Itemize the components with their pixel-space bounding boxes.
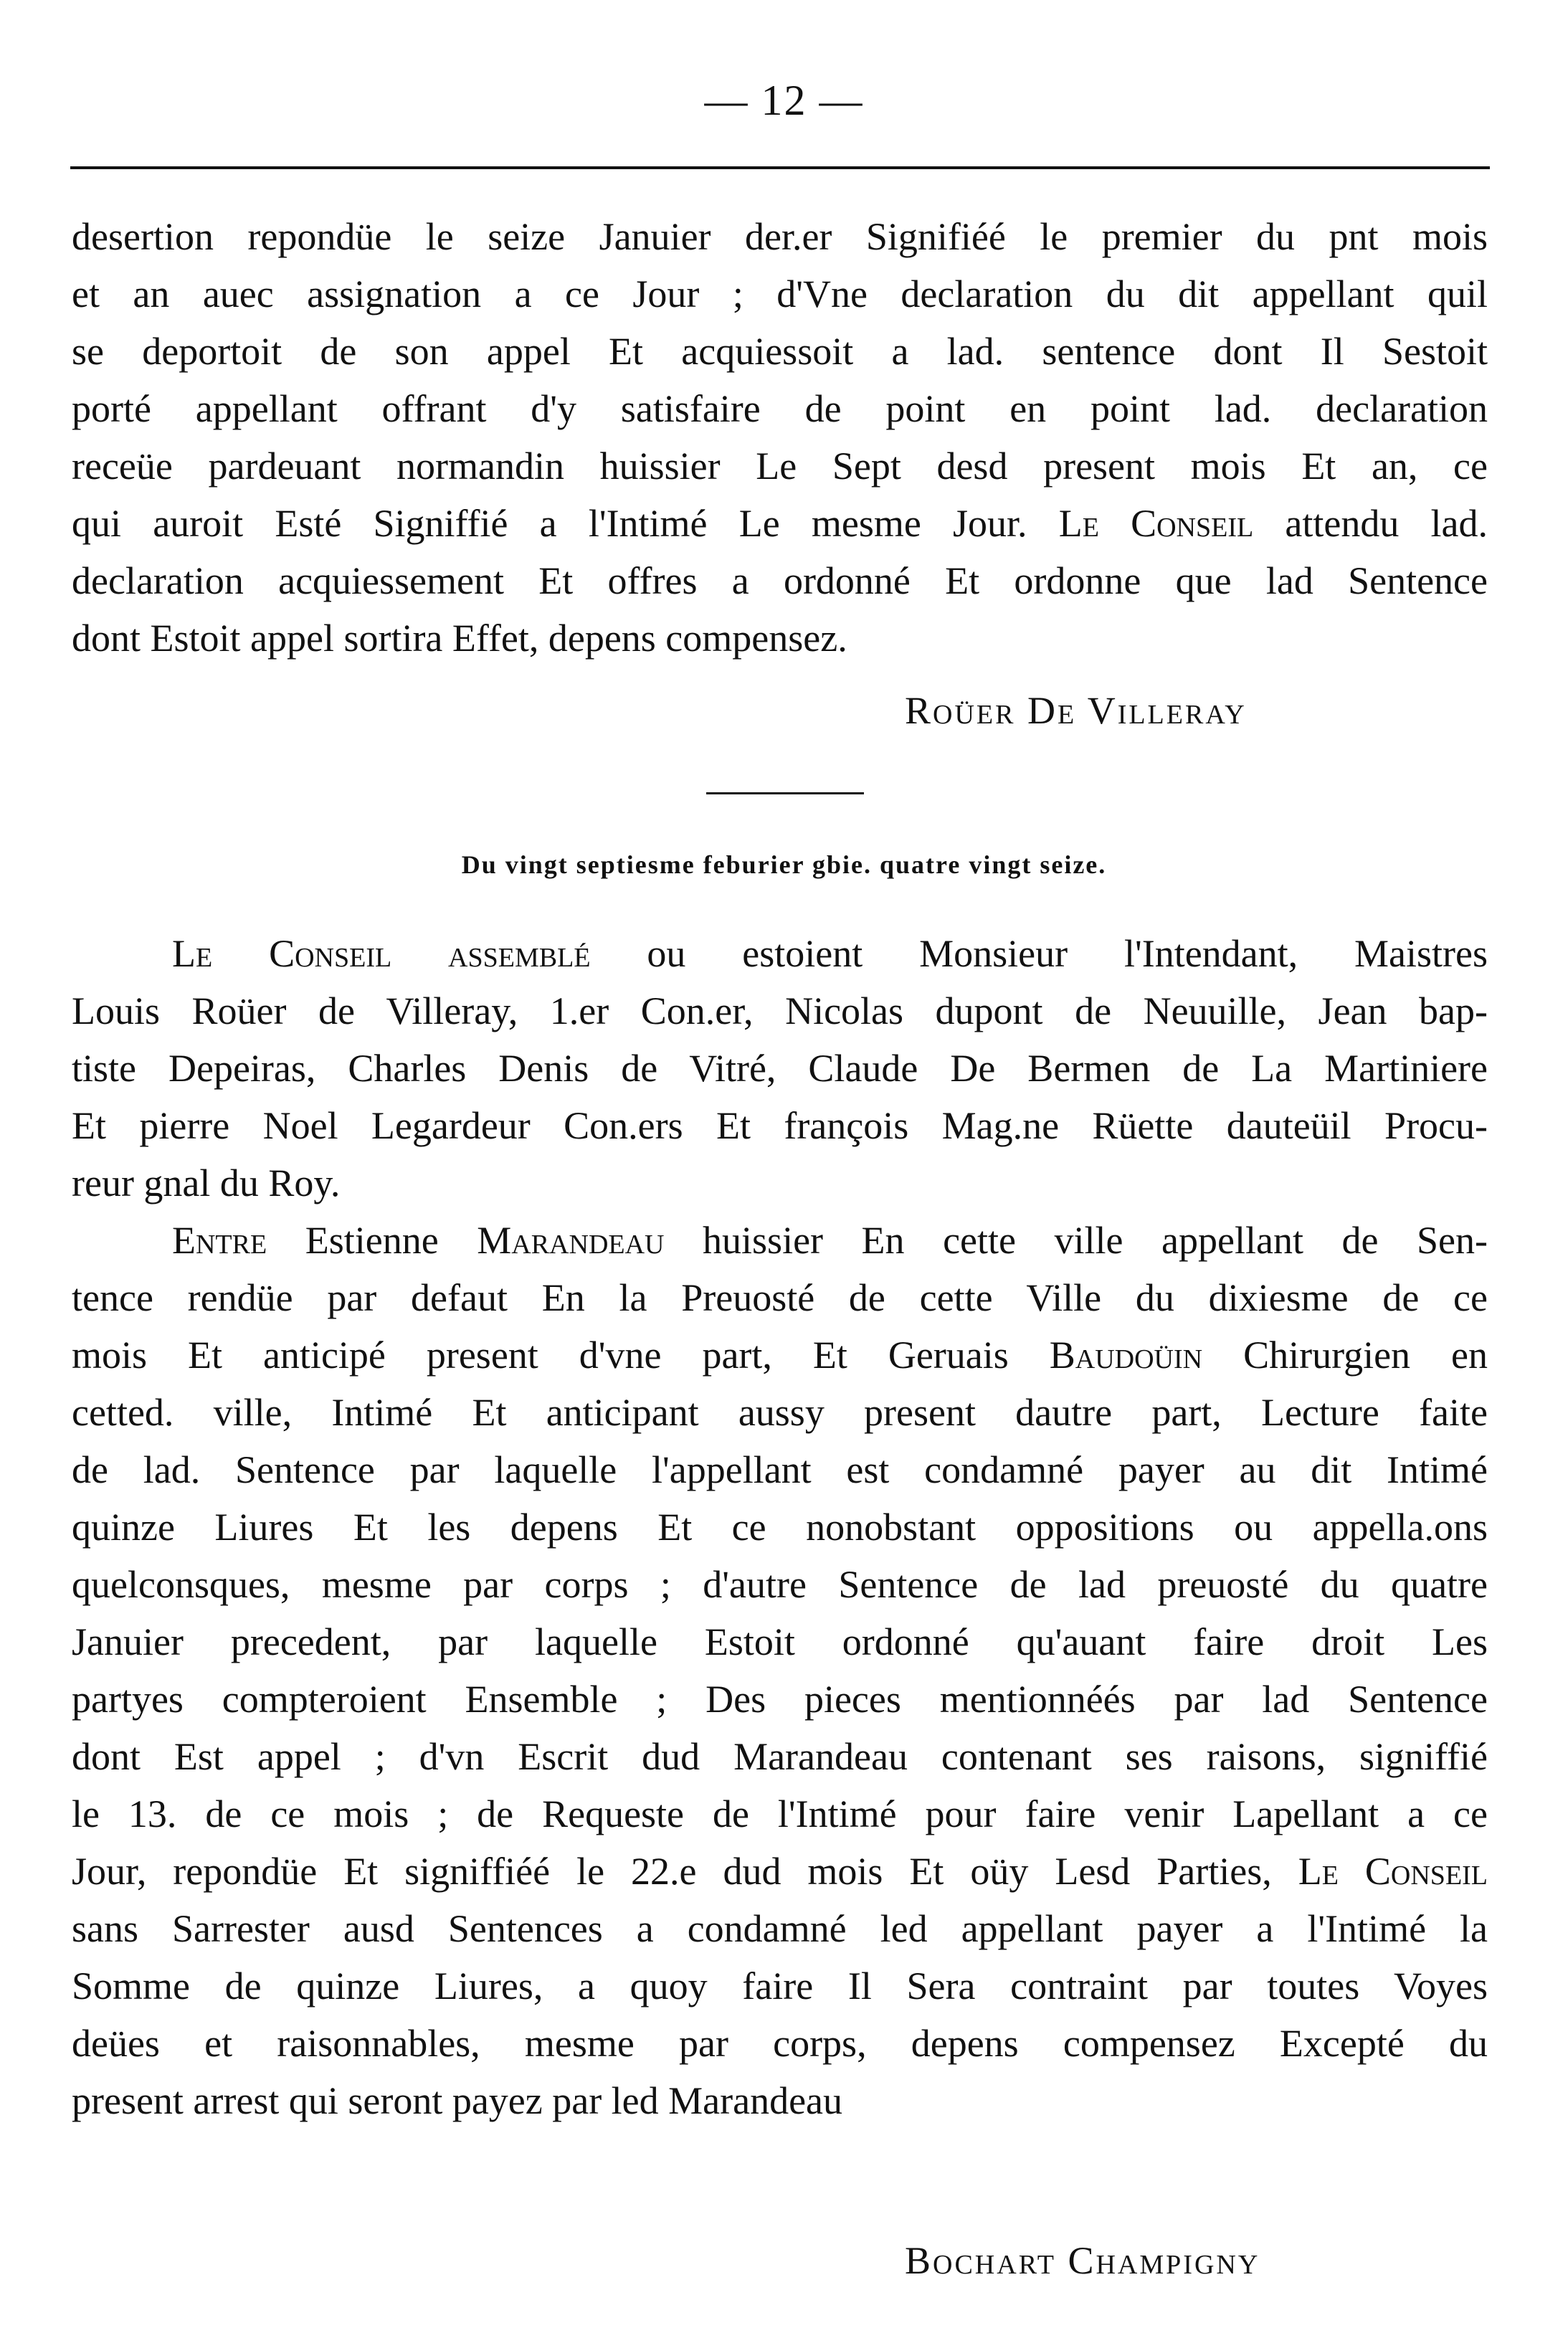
- text-line: cetted. ville, Intimé Et anticipant aussy present dautre part, Lecture faite: [72, 1391, 1488, 1434]
- text-segment: attendu lad.: [1285, 502, 1488, 545]
- signature-champigny: Bochart Champigny: [905, 2239, 1260, 2282]
- le-conseil-assemble-label: Le Conseil assemblé: [172, 932, 591, 975]
- text-line: declaration acquiessement Et offres a ordonné Et ordonne que lad Sentence: [72, 559, 1488, 602]
- text-segment: Jour, repondüe Et signiffiéé le 22.e dud mois Et oüy Lesd Parties,: [72, 1850, 1272, 1893]
- text-line: [72, 495, 1488, 552]
- text-line: quinze Liures Et les depens Et ce nonobstant oppositions ou appella.ons: [72, 1506, 1488, 1549]
- text-line: [72, 1212, 1488, 1269]
- text-segment: ou estoient Monsieur l'Intendant, Maistres: [647, 932, 1488, 975]
- text-line: de lad. Sentence par laquelle l'appellant est condamné payer au dit Intimé: [72, 1448, 1488, 1491]
- text-line: tence rendüe par defaut En la Preuosté de cette Ville du dixiesme de ce: [72, 1276, 1488, 1319]
- text-line: reur gnal du Roy.: [72, 1161, 341, 1204]
- date-heading: Du vingt septiesme feburier gbie. quatre vingt seize.: [461, 850, 1107, 879]
- text-segment: Estienne: [305, 1219, 439, 1262]
- text-segment: Chirurgien en: [1243, 1334, 1488, 1377]
- page-number: — 12 —: [704, 77, 864, 124]
- le-conseil-label: Le Conseil: [1058, 502, 1254, 545]
- text-line: receüe pardeuant normandin huissier Le Sept desd present mois Et an, ce: [72, 445, 1488, 488]
- text-line: et an auec assignation a ce Jour ; d'Vne declaration du dit appellant quil: [72, 272, 1488, 315]
- text-line: [72, 1843, 1488, 1900]
- text-segment: mois Et anticipé present d'vne part, Et Geruais: [72, 1334, 1009, 1377]
- le-conseil-label: Le Conseil: [1298, 1850, 1488, 1893]
- signature-villeray: Roüer De Villeray: [905, 689, 1247, 732]
- text-line: dont Est appel ; d'vn Escrit dud Marandeau contenant ses raisons, signiffié: [72, 1735, 1488, 1778]
- text-line: [72, 1326, 1488, 1384]
- text-line: Somme de quinze Liures, a quoy faire Il Sera contraint par toutes Voyes: [72, 1964, 1488, 2007]
- text-line: partyes compteroient Ensemble ; Des pieces mentionnéés par lad Sentence: [72, 1678, 1488, 1721]
- text-line: desertion repondüe le seize Januier der.er Signifiéé le premier du pnt mois: [72, 215, 1488, 258]
- text-line: tiste Depeiras, Charles Denis de Vitré, Claude De Bermen de La Martiniere: [72, 1047, 1488, 1090]
- text-line: porté appellant offrant d'y satisfaire de point en point lad. declaration: [72, 387, 1488, 430]
- marandeau-name: Marandeau: [477, 1219, 665, 1262]
- text-line: dont Estoit appel sortira Effet, depens compensez.: [72, 617, 847, 660]
- text-segment: huissier En cette ville appellant de Sen-: [703, 1219, 1488, 1262]
- text-line: present arrest qui seront payez par led Marandeau: [72, 2079, 843, 2122]
- text-line: Januier precedent, par laquelle Estoit ordonné qu'auant faire droit Les: [72, 1620, 1488, 1663]
- text-segment: qui auroit Esté Signiffié a l'Intimé Le mesme Jour.: [72, 502, 1027, 545]
- section-divider: [706, 792, 864, 794]
- text-line: sans Sarrester ausd Sentences a condamné led appellant payer a l'Intimé la: [72, 1907, 1488, 1950]
- entre-label: Entre: [172, 1219, 267, 1262]
- text-line: Et pierre Noel Legardeur Con.ers Et françois Mag.ne Rüette dauteüil Procu-: [72, 1104, 1488, 1147]
- text-line: le 13. de ce mois ; de Requeste de l'Intimé pour faire venir Lapellant a ce: [72, 1792, 1488, 1835]
- text-line: deües et raisonnables, mesme par corps, depens compensez Excepté du: [72, 2022, 1488, 2065]
- header-rule: [70, 166, 1490, 169]
- paragraph-2: [72, 925, 1488, 1212]
- text-line: se deportoit de son appel Et acquiessoit a lad. sentence dont Il Sestoit: [72, 330, 1488, 373]
- baudouin-name: Baudoüin: [1049, 1334, 1203, 1377]
- paragraph-1: [72, 208, 1488, 667]
- paragraph-3: [72, 1212, 1488, 2129]
- text-line: quelconsques, mesme par corps ; d'autre Sentence de lad preuosté du quatre: [72, 1563, 1488, 1606]
- text-line: [72, 925, 1488, 982]
- text-line: Louis Roüer de Villeray, 1.er Con.er, Nicolas dupont de Neuuille, Jean bap-: [72, 989, 1488, 1032]
